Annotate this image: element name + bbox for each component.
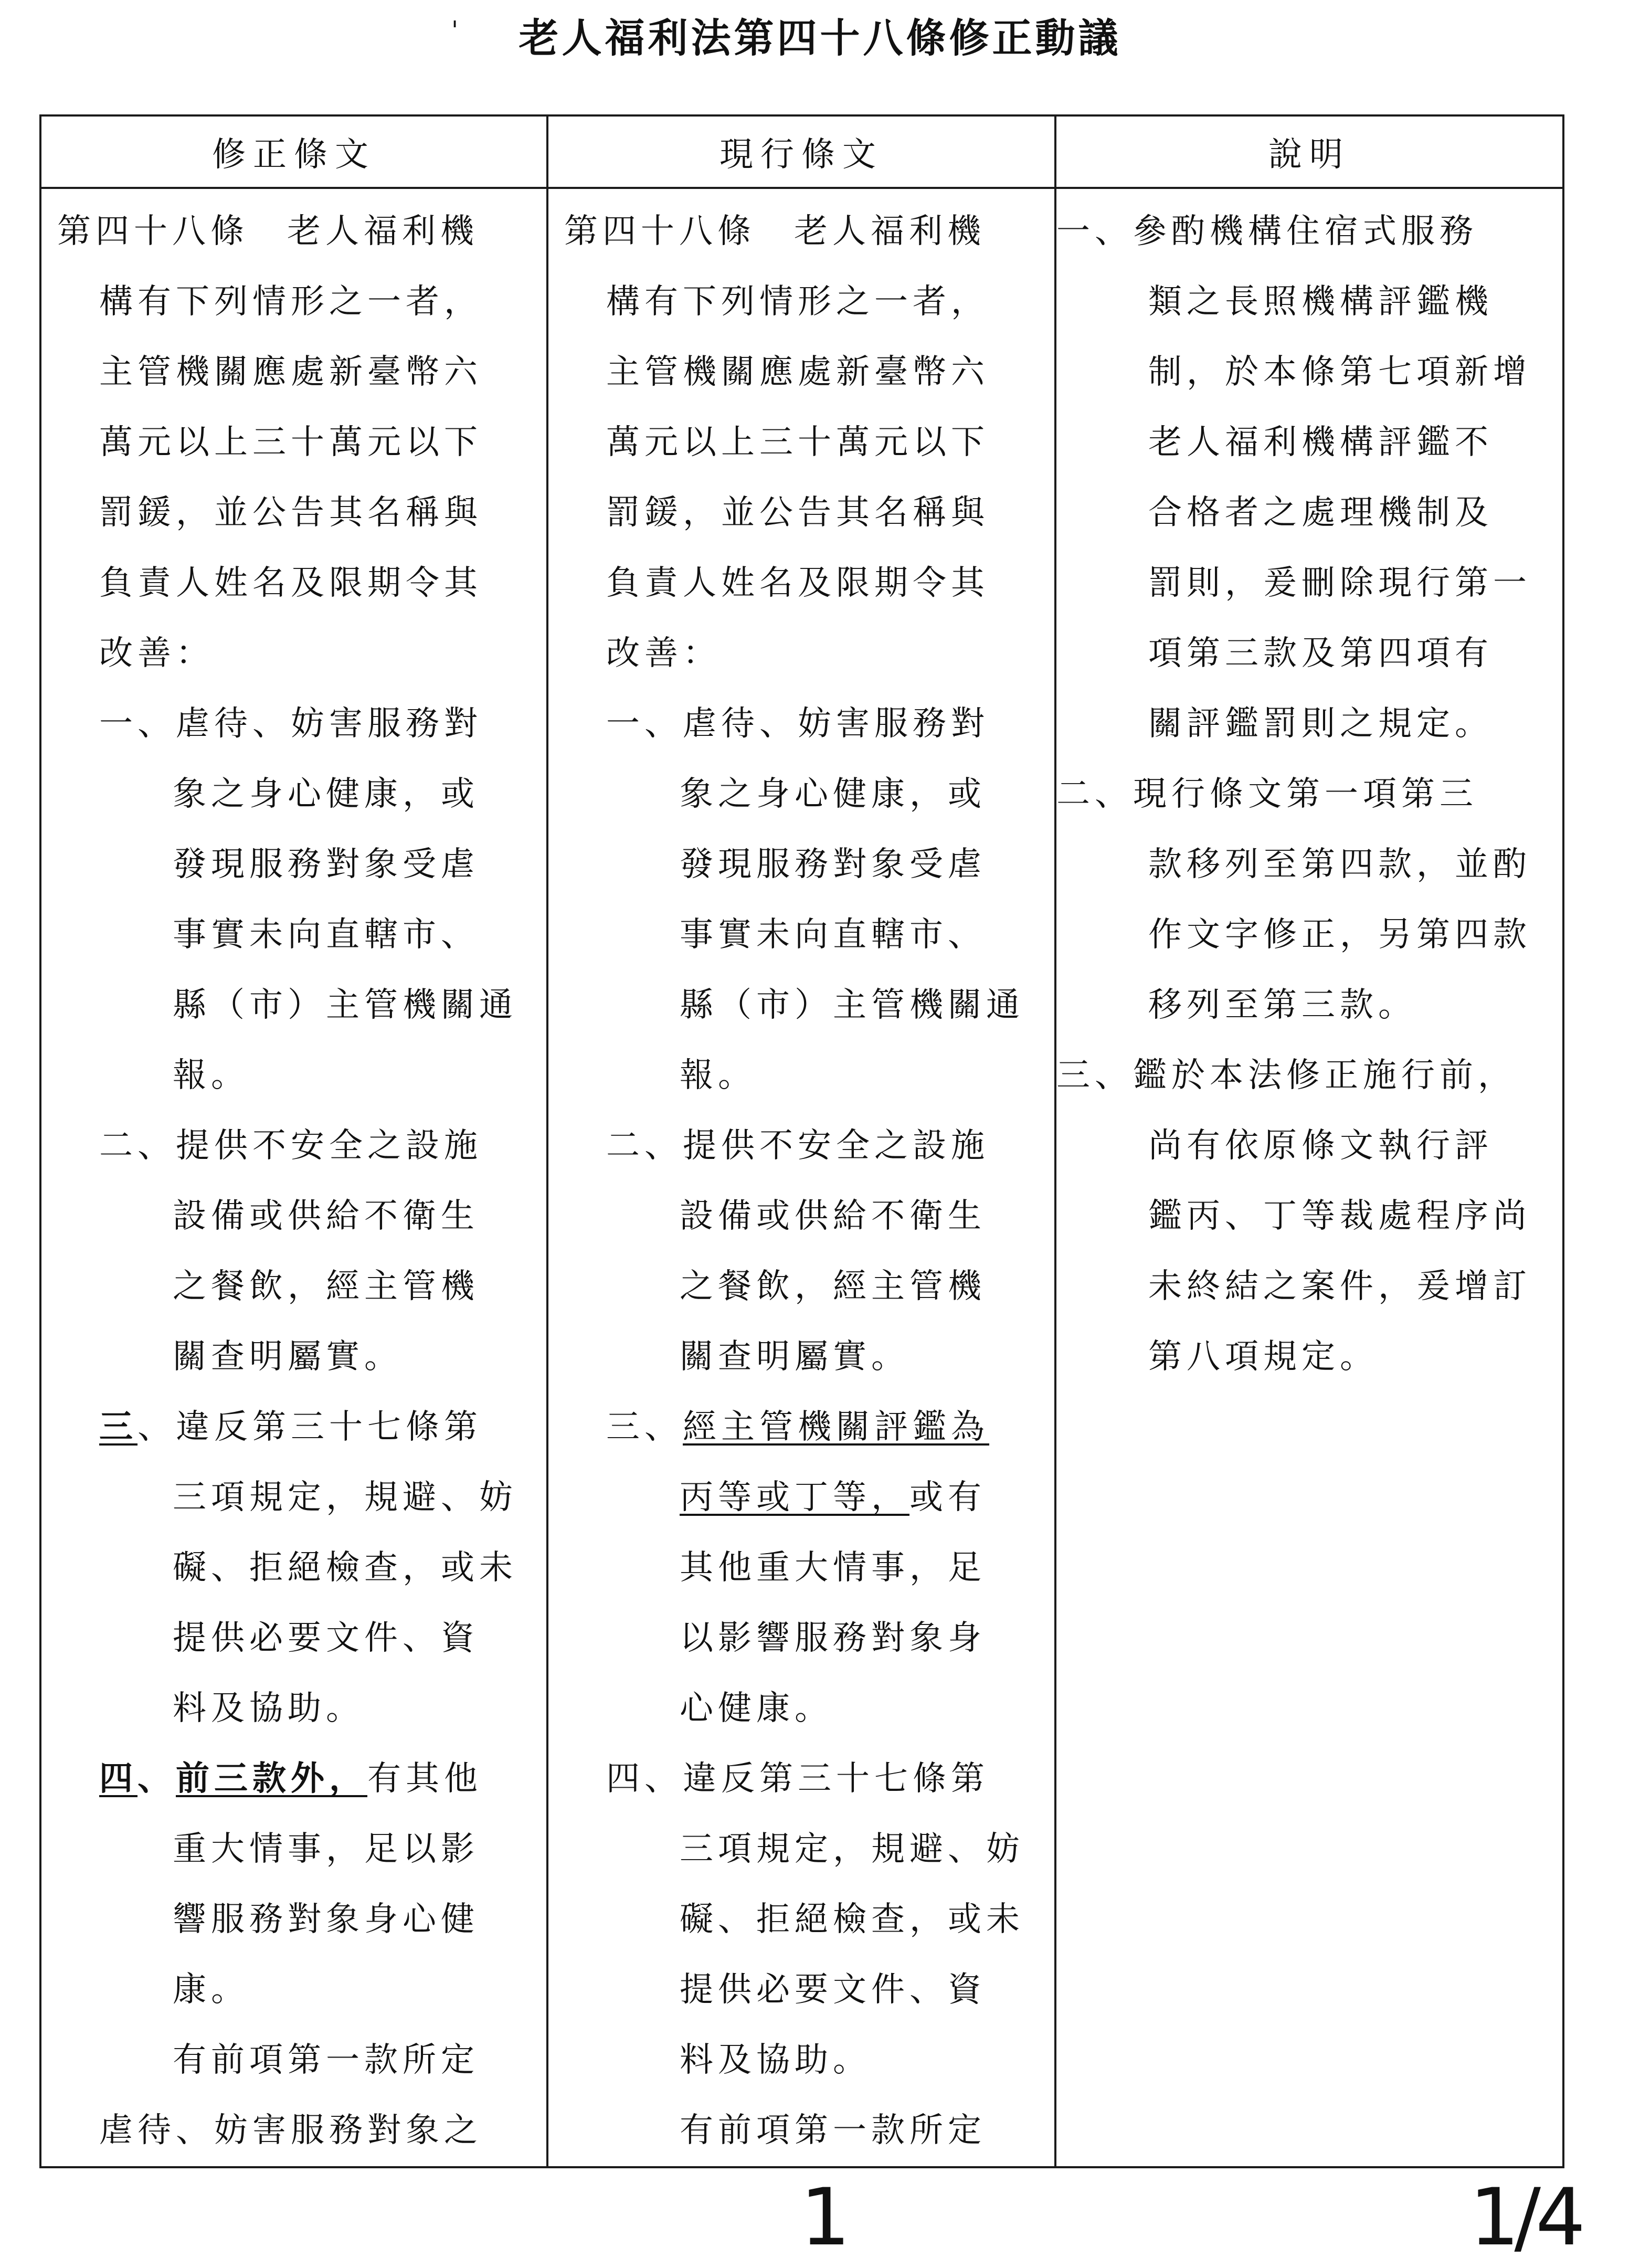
amended-item4-number: 四	[99, 1759, 137, 1798]
explanation-line: 三、鑑於本法修正施行前，	[1056, 1056, 1516, 1095]
explanation-column	[1055, 188, 1563, 2167]
amended-line: 二、提供不安全之設施	[99, 1126, 482, 1165]
current-item3-underlined-2: 丙等或丁等，	[680, 1478, 909, 1517]
current-line: 改善：	[606, 634, 721, 673]
amended-line: 關查明屬實。	[173, 1337, 403, 1376]
amended-line: 報。	[173, 1056, 249, 1095]
amended-line: 事實未向直轄市、	[173, 915, 479, 954]
current-line: 提供必要文件、資	[680, 1970, 986, 2009]
amended-item4-text: 有其他	[367, 1759, 482, 1798]
current-line: 主管機關應處新臺幣六	[606, 353, 989, 392]
amended-line: 發現服務對象受虐	[173, 845, 479, 884]
explanation-line: 關評鑑罰則之規定。	[1148, 704, 1493, 743]
amended-line: 縣（市）主管機關通	[173, 986, 517, 1025]
amended-line: 罰鍰，並公告其名稱與	[99, 493, 482, 532]
current-line: 縣（市）主管機關通	[680, 986, 1024, 1025]
current-item3-text: 或有	[909, 1478, 986, 1517]
current-line: 三項規定，規避、妨	[680, 1830, 1024, 1869]
page-number: 1	[800, 2172, 851, 2263]
header-explanation: 說明	[1055, 115, 1563, 188]
header-current: 現行條文	[547, 115, 1055, 188]
current-item3-prefix: 三、	[606, 1408, 683, 1447]
current-line: 象之身心健康，或	[680, 775, 986, 814]
current-line: 負責人姓名及限期令其	[606, 564, 989, 603]
amended-line: 設備或供給不衛生	[173, 1197, 479, 1236]
header-row	[40, 115, 1563, 188]
amended-line: 構有下列情形之一者，	[99, 282, 482, 321]
amended-line: 第四十八條 老人福利機	[57, 212, 479, 251]
explanation-line: 第八項規定。	[1148, 1337, 1378, 1376]
current-line: 四、違反第三十七條第	[606, 1759, 989, 1798]
handwritten-page-mark: 1/4	[1469, 2172, 1581, 2263]
current-line	[548, 1462, 1054, 1533]
explanation-line: 合格者之處理機制及	[1148, 493, 1493, 532]
explanation-line: 項第三款及第四項有	[1148, 634, 1493, 673]
current-line: 二、提供不安全之設施	[606, 1126, 989, 1165]
amended-line: 三項規定，規避、妨	[173, 1478, 517, 1517]
comparison-table	[39, 114, 1564, 2168]
amended-line: 提供必要文件、資	[173, 1619, 479, 1658]
amended-line: 有前項第一款所定	[173, 2041, 479, 2080]
current-line: 礙、拒絕檢查，或未	[680, 1900, 1024, 1939]
explanation-line: 尚有依原條文執行評	[1148, 1126, 1493, 1165]
amended-line: 象之身心健康，或	[173, 775, 479, 814]
explanation-line: 制，於本條第七項新增	[1148, 353, 1531, 392]
current-item3-underlined: 經主管機關評鑑為	[683, 1408, 989, 1447]
amended-line: 改善：	[99, 634, 214, 673]
amended-line	[41, 1392, 546, 1462]
amended-line: 萬元以上三十萬元以下	[99, 423, 482, 462]
explanation-line: 款移列至第四款，並酌	[1148, 845, 1531, 884]
current-line: 一、虐待、妨害服務對	[606, 704, 989, 743]
explanation-line: 鑑丙、丁等裁處程序尚	[1148, 1197, 1531, 1236]
current-line: 關查明屬實。	[680, 1337, 909, 1376]
body-row	[40, 188, 1563, 2167]
current-column	[547, 188, 1055, 2167]
amended-item4-sep: 、	[137, 1759, 176, 1798]
amended-line: 重大情事，足以影	[173, 1830, 479, 1869]
amended-line: 之餐飲，經主管機	[173, 1267, 479, 1306]
current-line: 罰鍰，並公告其名稱與	[606, 493, 989, 532]
current-line: 發現服務對象受虐	[680, 845, 986, 884]
current-line: 有前項第一款所定	[680, 2111, 986, 2150]
amended-column	[40, 188, 547, 2167]
current-line: 其他重大情事，足	[680, 1548, 986, 1587]
explanation-line: 罰則，爰刪除現行第一	[1148, 564, 1531, 603]
amended-line: 康。	[173, 1970, 249, 2009]
explanation-line: 二、現行條文第一項第三	[1056, 775, 1478, 814]
current-line: 以影響服務對象身	[680, 1619, 986, 1658]
current-line	[548, 1392, 1054, 1462]
amended-item3-number: 三	[99, 1407, 137, 1447]
current-line: 事實未向直轄市、	[680, 915, 986, 954]
current-line: 心健康。	[680, 1689, 833, 1728]
amended-line: 負責人姓名及限期令其	[99, 564, 482, 603]
title-stray-mark: '	[451, 16, 459, 45]
current-line: 萬元以上三十萬元以下	[606, 423, 989, 462]
amended-item3-text: 、違反第三十七條第	[137, 1408, 482, 1447]
explanation-line: 一、參酌機構住宿式服務	[1056, 212, 1478, 251]
amended-line	[41, 1744, 546, 1814]
current-line: 之餐飲，經主管機	[680, 1267, 986, 1306]
amended-item4-underlined: 前三款外，	[176, 1759, 367, 1798]
amended-line: 主管機關應處新臺幣六	[99, 353, 482, 392]
current-line: 報。	[680, 1056, 756, 1095]
explanation-line: 作文字修正，另第四款	[1148, 915, 1531, 954]
title-text: 老人福利法第四十八條修正動議	[519, 15, 1121, 61]
explanation-line: 未終結之案件，爰增訂	[1148, 1267, 1531, 1306]
document-title	[0, 9, 1640, 67]
amended-line: 料及協助。	[173, 1689, 364, 1728]
amended-line: 虐待、妨害服務對象之	[99, 2111, 482, 2150]
current-line: 構有下列情形之一者，	[606, 282, 989, 321]
explanation-line: 類之長照機構評鑑機	[1148, 282, 1493, 321]
header-amended: 修正條文	[40, 115, 547, 188]
amended-line: 礙、拒絕檢查，或未	[173, 1548, 517, 1587]
amended-line: 響服務對象身心健	[173, 1900, 479, 1939]
explanation-line: 移列至第三款。	[1148, 986, 1416, 1025]
current-line: 第四十八條 老人福利機	[564, 212, 986, 251]
current-line: 料及協助。	[680, 2041, 871, 2080]
amended-line: 一、虐待、妨害服務對	[99, 704, 482, 743]
explanation-line: 老人福利機構評鑑不	[1148, 423, 1493, 462]
current-line: 設備或供給不衛生	[680, 1197, 986, 1236]
